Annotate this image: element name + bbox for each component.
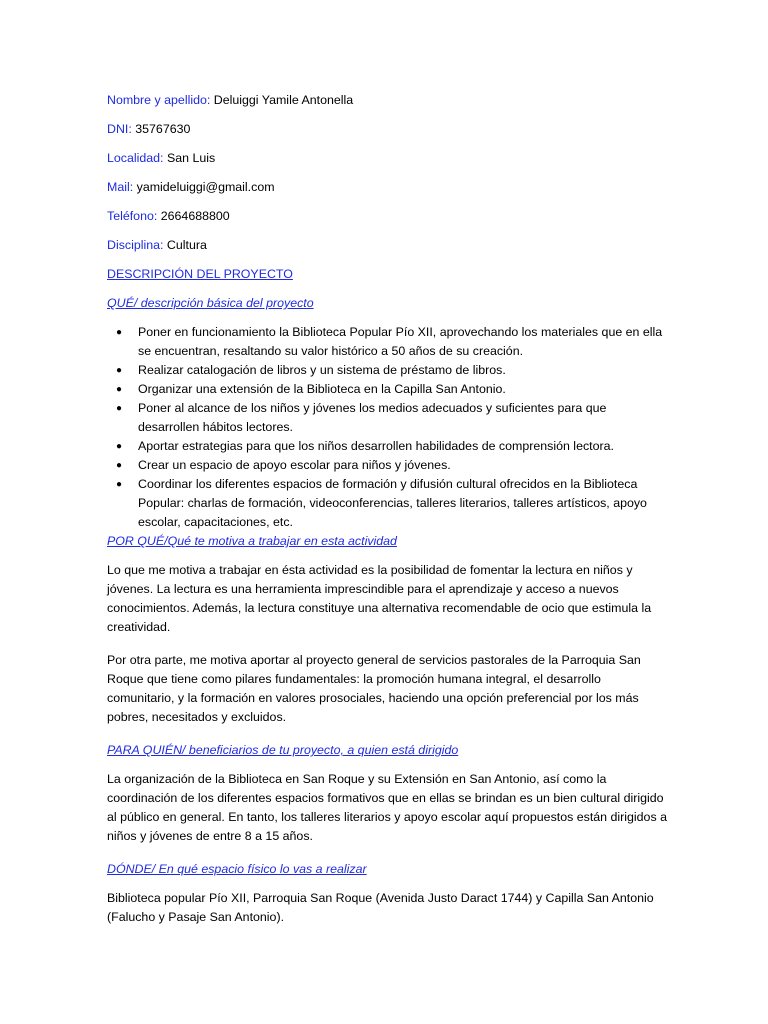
paragraph: Biblioteca popular Pío XII, Parroquia San Roque (Avenida Justo Daract 1744) y Capilla San Antonio (Falucho y Pasaje San Antonio). (107, 891, 654, 924)
section-heading-por-que: POR QUÉ/Qué te motiva a trabajar en esta actividad (107, 534, 397, 548)
section-heading-para-quien: PARA QUIÉN/ beneficiarios de tu proyecto, a quien está dirigido (107, 743, 459, 757)
field-value: Cultura (166, 238, 207, 252)
bullet-icon: ● (116, 460, 123, 471)
paragraph: La organización de la Biblioteca en San Roque y su Extensión en San Antonio, así como la coordinación de los diferentes espacios formativos que en ellas se brindan es un bien cultural dirigido al público en general. En tanto, los talleres literarios y apoyo escolar aquí propuestos están dirigidos a niños y jóvenes de entre 8 a 15 años. (107, 772, 667, 843)
field-value: 2664688800 (160, 209, 230, 223)
list-item (107, 380, 667, 399)
list-item-text: Realizar catalogación de libros y un sistema de préstamo de libros. (138, 363, 506, 377)
field-label: Teléfono: (107, 209, 158, 223)
bullet-icon: ● (116, 365, 123, 376)
field-label: Mail: (107, 180, 134, 194)
field-label: Disciplina: (107, 238, 164, 252)
bullet-icon: ● (116, 403, 123, 414)
field-disciplina (107, 236, 667, 255)
list-item-text: Aportar estrategias para que los niños desarrollen habilidades de comprensión lectora. (138, 439, 614, 453)
field-label: Localidad: (107, 151, 164, 165)
section-heading-que: QUÉ/ descripción básica del proyecto (107, 296, 314, 310)
list-item-text: Organizar una extensión de la Biblioteca en la Capilla San Antonio. (138, 382, 506, 396)
field-label: DNI: (107, 122, 132, 136)
field-dni (107, 120, 667, 139)
list-item (107, 323, 667, 361)
paragraph: Lo que me motiva a trabajar en ésta actividad es la posibilidad de fomentar la lectura en niños y jóvenes. La lectura es una herramienta imprescindible para el aprendizaje y acceso a nuevos conocimientos. Además, la lectura constituye una alternativa recomendable de ocio que estimula la creatividad. (107, 563, 652, 634)
bullet-icon: ● (116, 384, 123, 395)
field-value: yamideluiggi@gmail.com (136, 180, 275, 194)
bullet-icon: ● (116, 479, 123, 490)
paragraph: Por otra parte, me motiva aportar al proyecto general de servicios pastorales de la Parroquia San Roque que tiene como pilares fundamentales: la promoción humana integral, el desarrollo comunitario, y la formación en valores prosociales, haciendo una opción preferencial por los más pobres, necesitados y excluidos. (107, 653, 641, 724)
field-value: San Luis (166, 151, 216, 165)
list-item-text: Poner en funcionamiento la Biblioteca Popular Pío XII, aprovechando los materiales que en ella se encuentran, resaltando su valor histórico a 50 años de su creación. (138, 325, 663, 358)
field-name (107, 91, 667, 110)
field-localidad (107, 149, 667, 168)
list-item (107, 437, 667, 456)
list-item (107, 475, 667, 532)
document-page (107, 91, 667, 937)
list-item (107, 399, 667, 437)
list-item-text: Poner al alcance de los niños y jóvenes los medios adecuados y suficientes para que desarrollen hábitos lectores. (138, 401, 607, 434)
section-heading-donde: DÓNDE/ En qué espacio físico lo vas a realizar (107, 862, 367, 876)
field-value: Deluiggi Yamile Antonella (213, 93, 354, 107)
list-item (107, 456, 667, 475)
list-item-text: Coordinar los diferentes espacios de formación y difusión cultural ofrecidos en la Biblioteca Popular: charlas de formación, videoconferencias, talleres literarios, talleres artísticos, apoyo escolar, capacitaciones, etc. (138, 477, 647, 529)
list-item-text: Crear un espacio de apoyo escolar para niños y jóvenes. (138, 458, 451, 472)
field-telefono (107, 207, 667, 226)
field-value: 35767630 (135, 122, 191, 136)
field-label: Nombre y apellido: (107, 93, 211, 107)
field-mail (107, 178, 667, 197)
bullet-icon: ● (116, 327, 123, 338)
description-heading: DESCRIPCIÓN DEL PROYECTO (107, 267, 293, 281)
que-bullet-list (107, 323, 667, 532)
bullet-icon: ● (116, 441, 123, 452)
list-item (107, 361, 667, 380)
